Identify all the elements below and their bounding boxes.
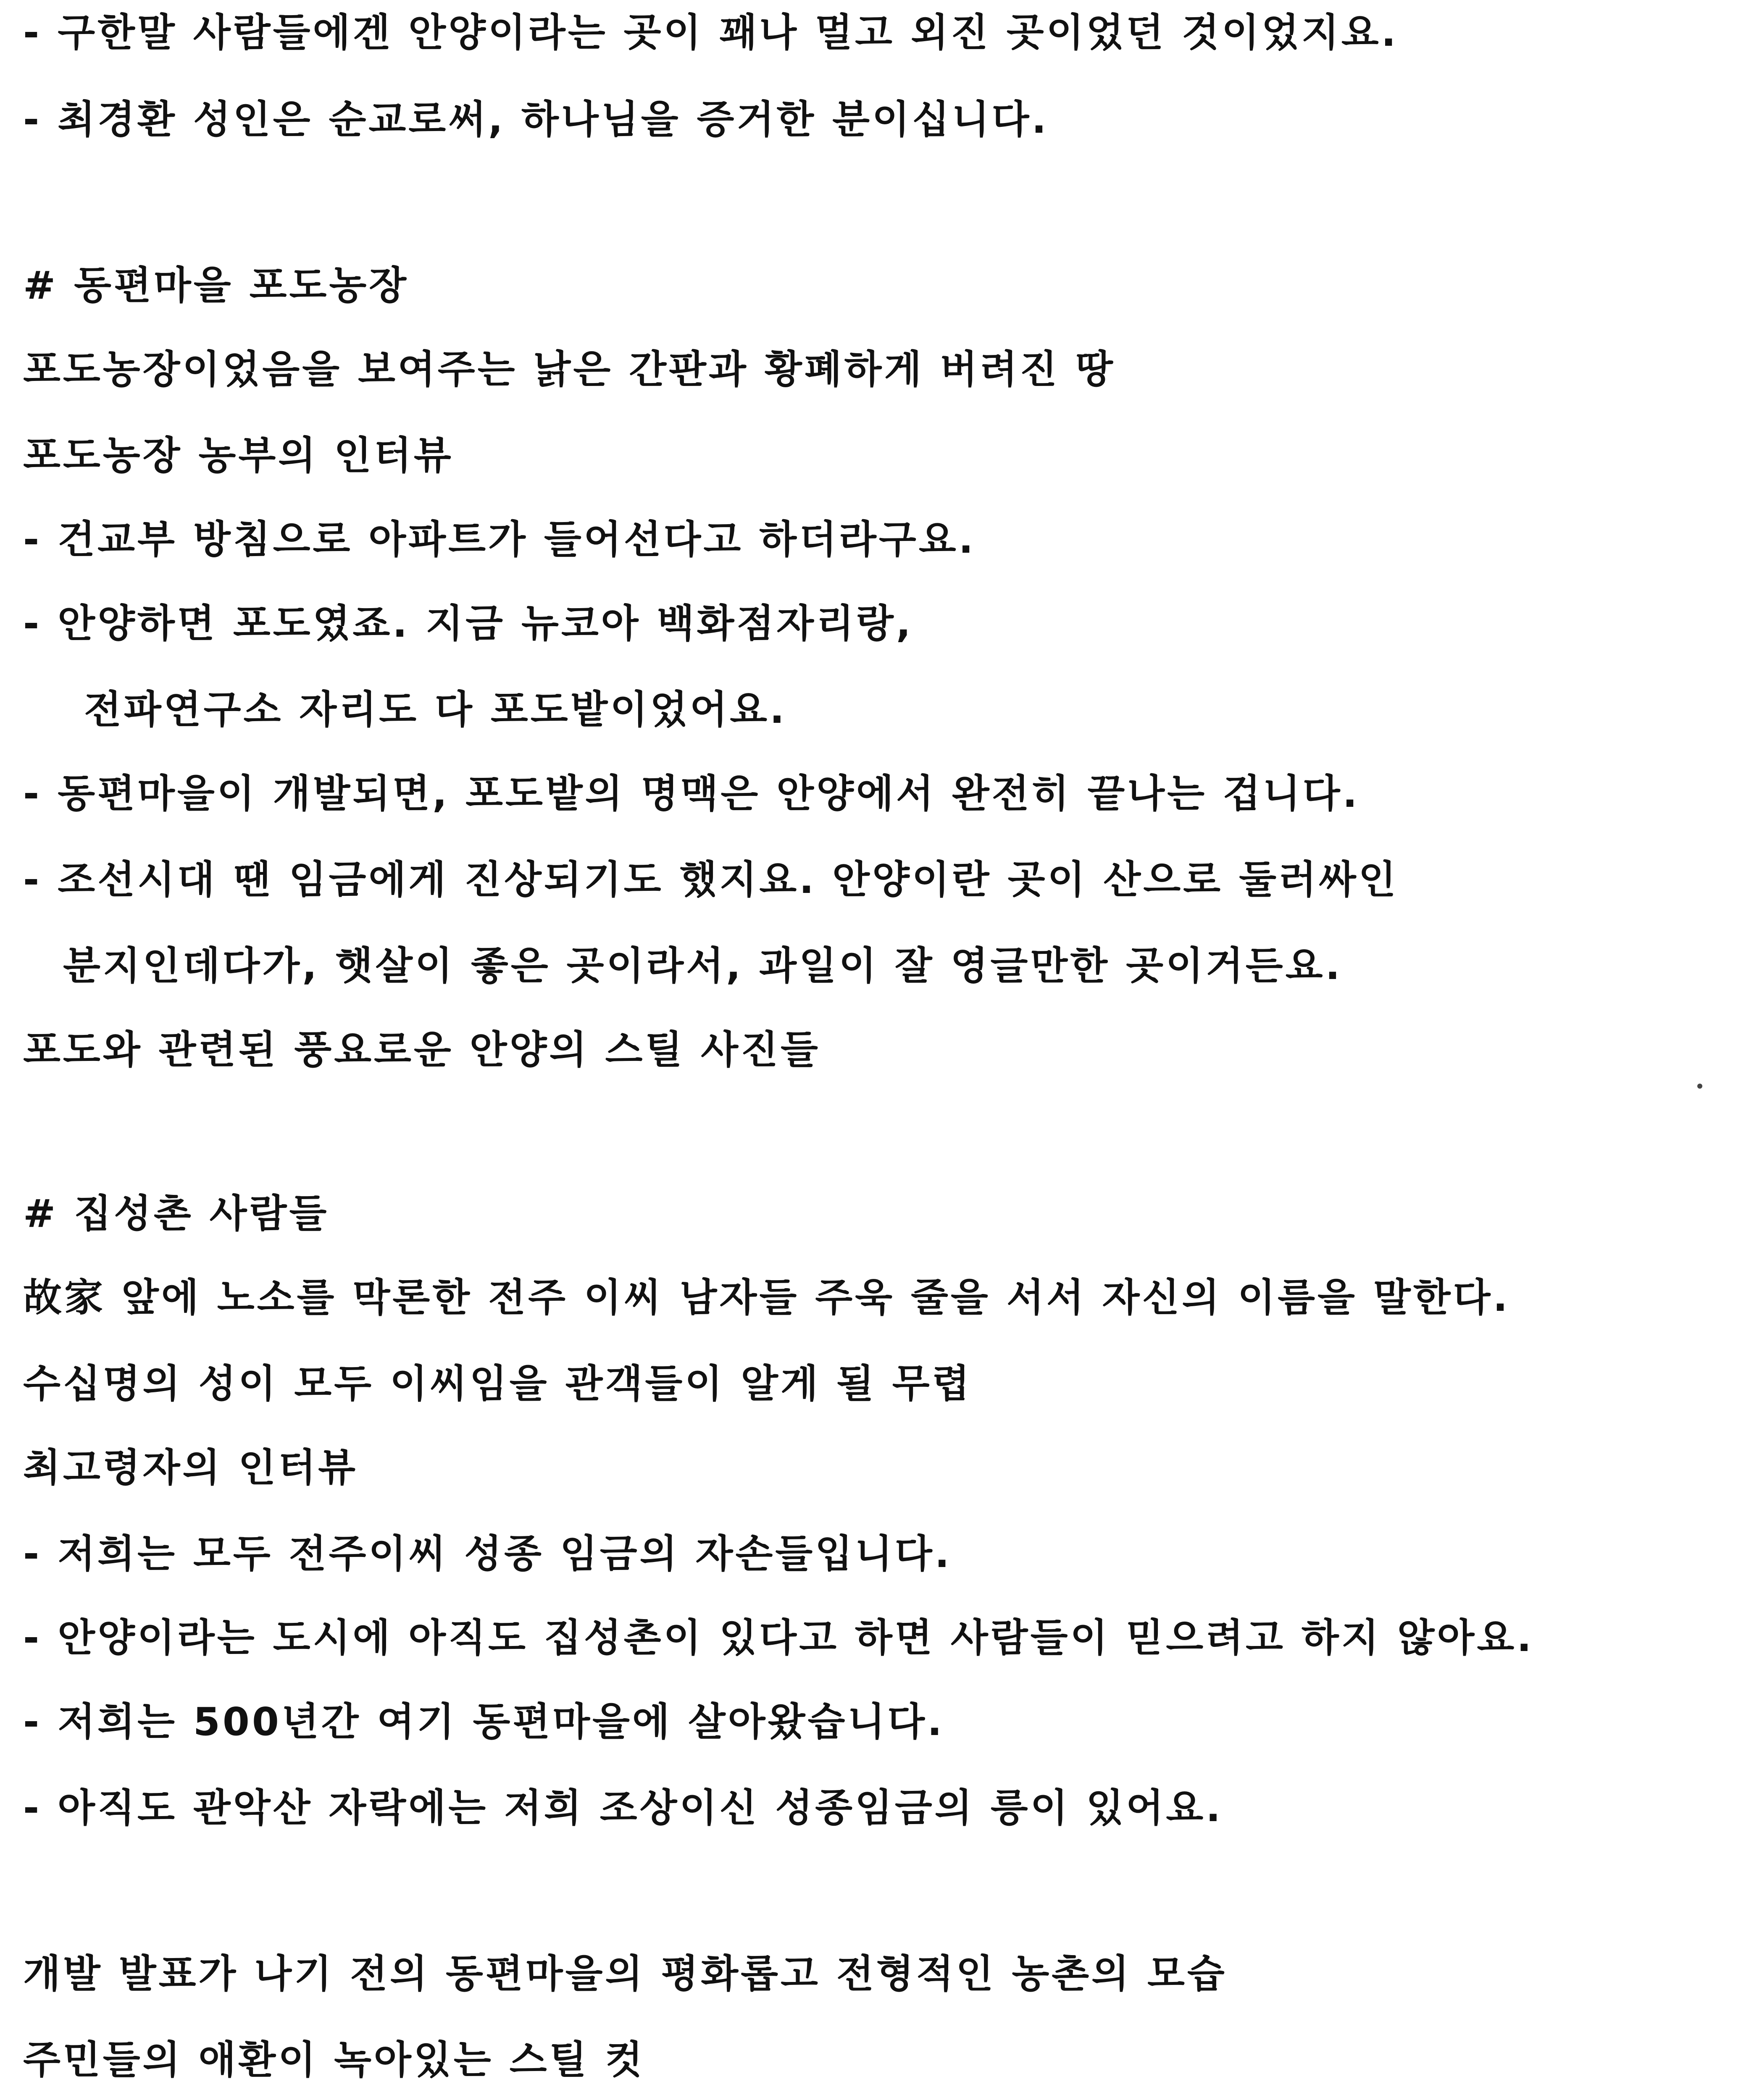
text-line-6: - 건교부 방침으로 아파트가 들어선다고 하더라구요. xyxy=(23,517,976,562)
text-line-4: 포도농장이었음을 보여주는 낡은 간판과 황폐하게 버려진 땅 xyxy=(23,347,1115,392)
text-line-17: - 저희는 모두 전주이씨 성종 임금의 자손들입니다. xyxy=(23,1531,952,1576)
text-line-1: - 구한말 사람들에겐 안양이라는 곳이 꽤나 멀고 외진 곳이었던 것이었지요. xyxy=(23,10,1399,55)
text-line-18: - 안양이라는 도시에 아직도 집성촌이 있다고 하면 사람들이 믿으려고 하지 않아요. xyxy=(23,1615,1534,1660)
text-line-2: - 최경환 성인은 순교로써, 하나님을 증거한 분이십니다. xyxy=(23,97,1049,142)
text-line-11: 분지인데다가, 햇살이 좋은 곳이라서, 과일이 잘 영글만한 곳이거든요. xyxy=(63,943,1343,988)
text-line-21: 개발 발표가 나기 전의 동편마을의 평화롭고 전형적인 농촌의 모습 xyxy=(23,1951,1227,1996)
text-line-14: 故家 앞에 노소를 막론한 전주 이씨 남자들 주욱 줄을 서서 자신의 이름을 말한다. xyxy=(23,1275,1510,1320)
scan-speck xyxy=(1697,1084,1702,1089)
text-line-7: - 안양하면 포도였죠. 지금 뉴코아 백화점자리랑, xyxy=(23,601,913,646)
text-line-9: - 동편마을이 개발되면, 포도밭의 명맥은 안양에서 완전히 끝나는 겁니다. xyxy=(23,771,1360,816)
text-line-20: - 아직도 관악산 자락에는 저희 조상이신 성종임금의 릉이 있어요. xyxy=(23,1785,1223,1830)
text-line-22: 주민들의 애환이 녹아있는 스틸 컷 xyxy=(23,2037,645,2082)
section-heading-clan-village: # 집성촌 사람들 xyxy=(23,1191,329,1236)
text-line-12: 포도와 관련된 풍요로운 안양의 스틸 사진들 xyxy=(23,1027,820,1072)
text-line-5: 포도농장 농부의 인터뷰 xyxy=(23,433,454,478)
section-heading-grape-farm: # 동편마을 포도농장 xyxy=(23,263,409,308)
text-line-10: - 조선시대 땐 임금에게 진상되기도 했지요. 안양이란 곳이 산으로 둘러싸인 xyxy=(23,857,1399,902)
text-line-15: 수십명의 성이 모두 이씨임을 관객들이 알게 될 무렵 xyxy=(23,1361,972,1406)
text-line-19: - 저희는 500년간 여기 동편마을에 살아왔습니다. xyxy=(23,1699,945,1744)
text-line-8: 전파연구소 자리도 다 포도밭이었어요. xyxy=(84,687,787,732)
text-line-16: 최고령자의 인터뷰 xyxy=(23,1445,358,1490)
